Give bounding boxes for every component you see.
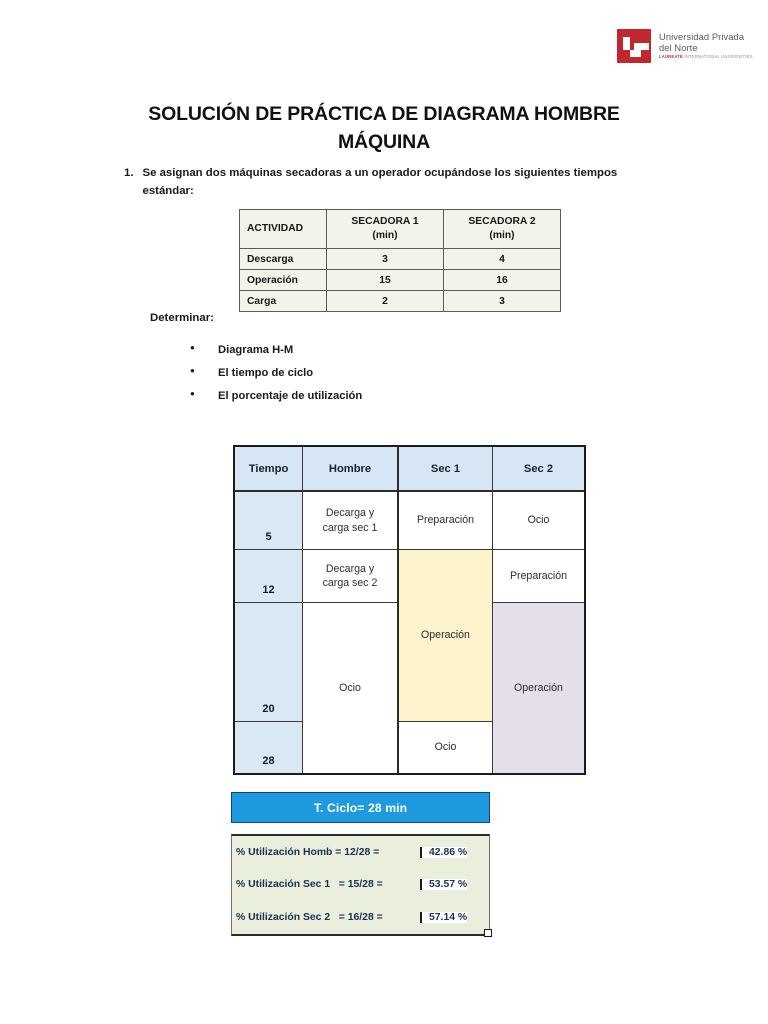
sec2-block-ocio: Ocio — [493, 492, 584, 550]
diagram-header-tiempo: Tiempo — [235, 447, 302, 492]
utilization-label: % Utilización Sec 1 = 15/28 = — [232, 879, 422, 890]
cycle-time-banner: T. Ciclo= 28 min — [231, 792, 490, 823]
cell-sec1: 15 — [327, 270, 444, 291]
diagram-column-hombre — [303, 447, 399, 773]
list-item: ● El porcentaje de utilización — [190, 391, 362, 402]
utilization-value: 42.86 % — [422, 847, 467, 858]
header-secadora-2-line1: SECADORA 2 — [468, 216, 536, 228]
logo-tagline-rest: INTERNATIONAL UNIVERSITIES — [684, 54, 753, 60]
logo-university-line2: del Norte — [659, 42, 698, 53]
hombre-block-line2: carga sec 2 — [322, 577, 378, 589]
logo-tagline-brand: LAUREATE — [659, 54, 683, 60]
logo-university-line1: Universidad Privada — [659, 32, 745, 43]
university-logo — [617, 26, 757, 66]
determinar-list — [190, 345, 362, 415]
table-row — [240, 291, 561, 312]
cell-sec1: 2 — [327, 291, 444, 312]
standard-times-table — [239, 209, 561, 312]
selection-handle-icon[interactable] — [484, 929, 492, 937]
header-secadora-1-line1: SECADORA 1 — [351, 216, 419, 228]
utilization-label: % Utilización Sec 2 = 16/28 = — [232, 912, 422, 923]
hombre-block-line2: carga sec 1 — [322, 521, 378, 534]
utilization-value: 57.14 % — [422, 912, 467, 923]
table-row — [240, 270, 561, 291]
upn-logo-icon — [617, 29, 651, 63]
page-title: SOLUCIÓN DE PRÁCTICA DE DIAGRAMA HOMBRE MÁQUINA — [148, 103, 620, 153]
standard-times-thead — [240, 210, 561, 249]
hombre-block-ocio: Ocio — [303, 603, 397, 773]
table-header-row — [240, 210, 561, 249]
utilization-label: % Utilización Homb = 12/28 = — [232, 847, 422, 858]
table-row — [240, 249, 561, 270]
problem-text: Se asignan dos máquinas secadoras a un operador ocupándose los siguientes tiempos estándar: — [142, 167, 618, 198]
cell-activity: Operación — [240, 270, 327, 291]
logo-text-block — [659, 32, 753, 59]
utilization-row-hombre — [232, 837, 489, 867]
sec2-block-operacion: Operación — [493, 603, 584, 773]
diagram-header-hombre: Hombre — [303, 447, 397, 492]
list-item: ● El tiempo de ciclo — [190, 368, 362, 379]
utilization-row-sec1 — [232, 870, 489, 900]
cell-sec2: 4 — [444, 249, 561, 270]
diagram-column-sec2 — [493, 447, 584, 773]
diagram-column-sec1 — [399, 447, 493, 773]
header-secadora-1 — [327, 210, 444, 249]
header-secadora-2-line2: (min) — [489, 230, 515, 241]
diagram-column-tiempo — [235, 447, 303, 773]
utilization-row-sec2 — [232, 903, 489, 933]
header-actividad: ACTIVIDAD — [240, 210, 327, 249]
utilization-table — [231, 834, 490, 936]
hombre-block-line1: Decarga y — [325, 507, 375, 520]
diagram-header-sec1: Sec 1 — [399, 447, 492, 492]
cell-sec1: 3 — [327, 249, 444, 270]
hombre-block-descarga-sec2 — [303, 550, 397, 603]
problem-statement — [124, 164, 644, 201]
time-mark-5: 5 — [235, 492, 302, 550]
sec2-block-preparacion: Preparación — [493, 550, 584, 603]
time-mark-28: 28 — [235, 722, 302, 773]
sec1-block-preparacion: Preparación — [399, 492, 492, 550]
cell-activity: Descarga — [240, 249, 327, 270]
utilization-value: 53.57 % — [422, 879, 467, 890]
diagram-header-sec2: Sec 2 — [493, 447, 584, 492]
cell-sec2: 16 — [444, 270, 561, 291]
man-machine-diagram — [233, 445, 586, 775]
list-item: ● Diagrama H-M — [190, 345, 362, 356]
determinar-label: Determinar: — [150, 312, 214, 324]
sec1-block-ocio: Ocio — [399, 722, 492, 773]
time-mark-12: 12 — [235, 550, 302, 603]
logo-tagline — [659, 55, 753, 60]
cell-activity: Carga — [240, 291, 327, 312]
standard-times-tbody — [240, 249, 561, 312]
cell-sec2: 3 — [444, 291, 561, 312]
hombre-block-line1: Decarga y — [325, 562, 375, 575]
hombre-block-descarga-sec1 — [303, 492, 397, 550]
problem-number: 1. — [124, 167, 134, 179]
time-mark-20: 20 — [235, 603, 302, 722]
header-secadora-2 — [444, 210, 561, 249]
header-secadora-1-line2: (min) — [372, 230, 398, 241]
sec1-block-operacion: Operación — [399, 550, 492, 722]
